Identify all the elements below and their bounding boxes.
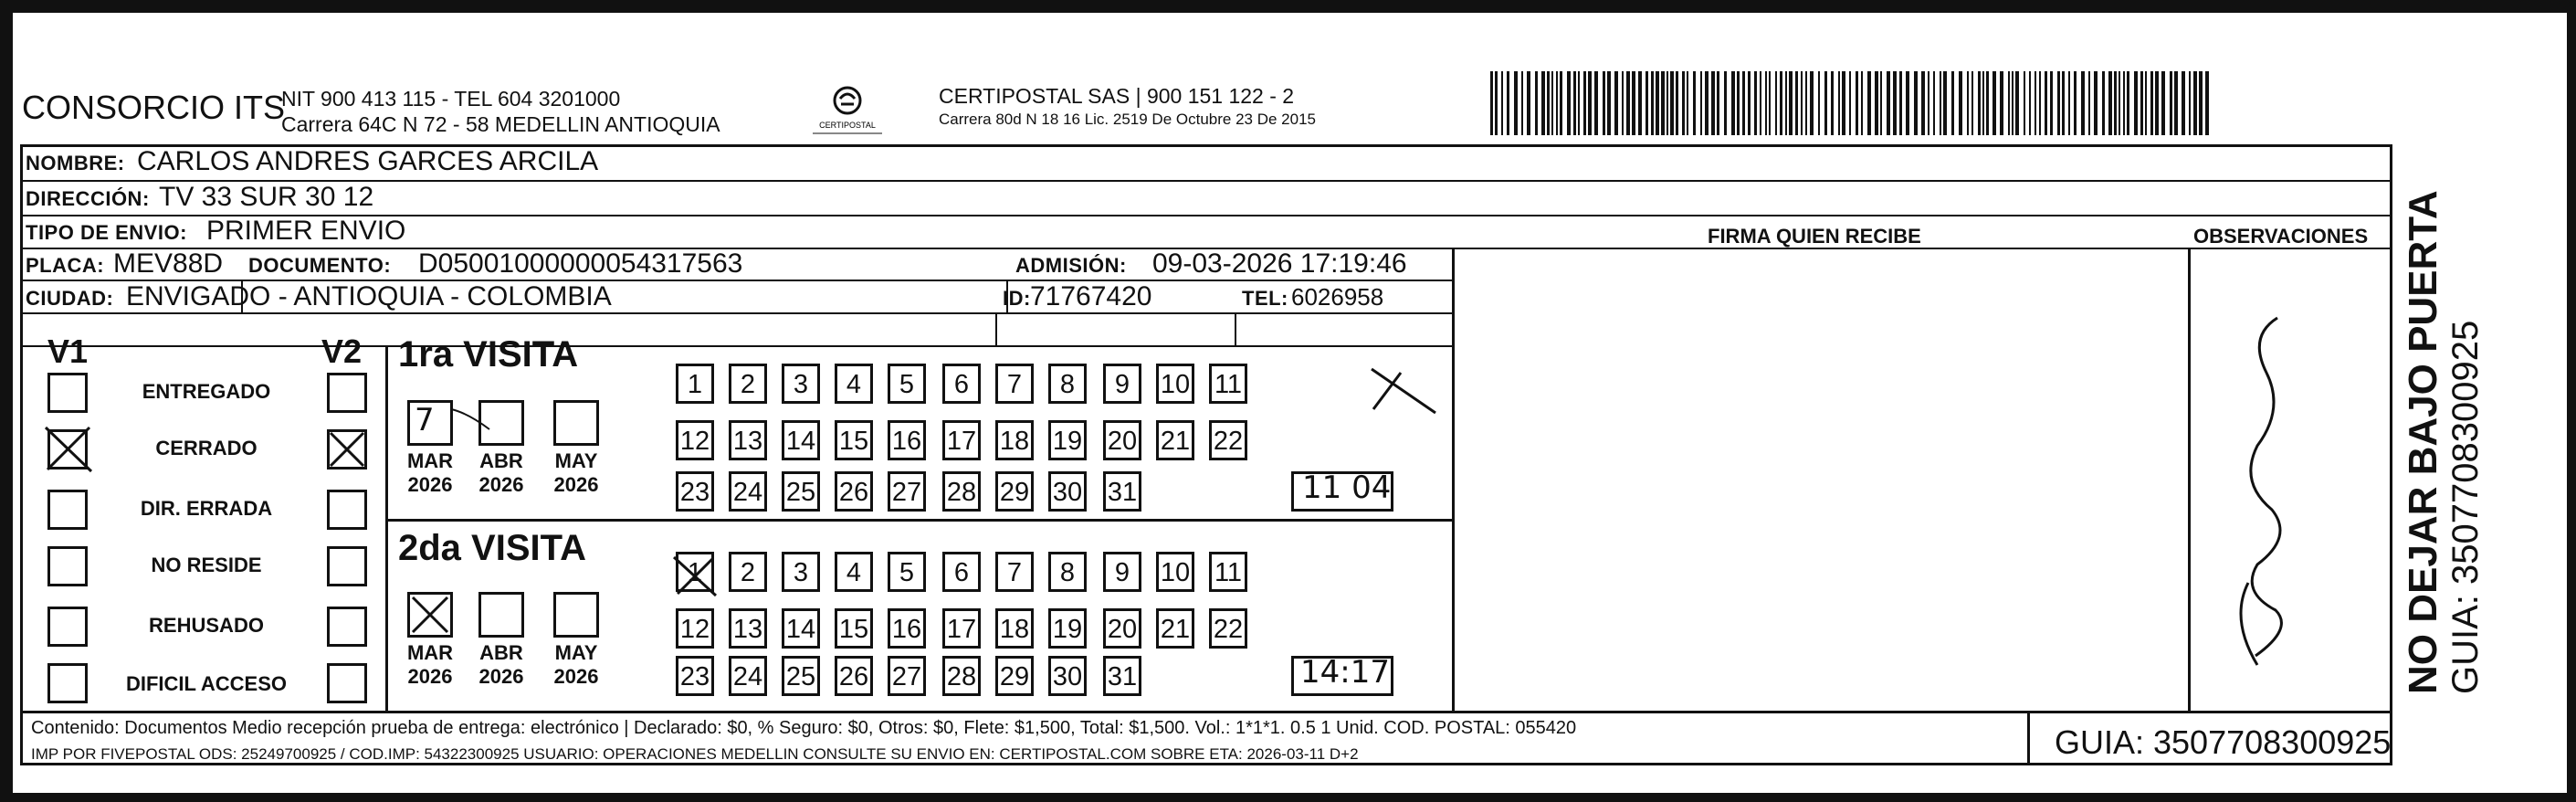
v1-day-4[interactable]: 4 xyxy=(835,364,873,404)
v2-day-3[interactable]: 3 xyxy=(782,552,820,592)
v2-day-1[interactable]: 1 xyxy=(676,552,714,592)
sender-name: CONSORCIO ITS xyxy=(22,89,286,126)
direccion-value: TV 33 SUR 30 12 xyxy=(159,182,374,212)
v1-header: V1 xyxy=(47,332,89,370)
v1-day-14[interactable]: 14 xyxy=(782,420,820,460)
v2-no-reside-checkbox[interactable] xyxy=(327,546,367,586)
v2-day-23[interactable]: 23 xyxy=(676,656,714,696)
v1-day-27[interactable]: 27 xyxy=(888,471,926,512)
v2-day-7[interactable]: 7 xyxy=(995,552,1034,592)
v2-day-14[interactable]: 14 xyxy=(782,608,820,649)
observaciones-signature xyxy=(2221,309,2321,692)
tel-value: 6026958 xyxy=(1291,283,1384,311)
v1-day-23[interactable]: 23 xyxy=(676,471,714,512)
v1-day-1[interactable]: 1 xyxy=(676,364,714,404)
v2-day-16[interactable]: 16 xyxy=(888,608,926,649)
v2-day-6[interactable]: 6 xyxy=(942,552,981,592)
v1-no-reside-checkbox[interactable] xyxy=(47,546,88,586)
v1-day-31[interactable]: 31 xyxy=(1103,471,1141,512)
id-label: ID: xyxy=(1003,287,1031,310)
v1-day-11[interactable]: 11 xyxy=(1209,364,1247,404)
v1-day-30[interactable]: 30 xyxy=(1048,471,1087,512)
v1-cerrado-x-mark xyxy=(42,424,97,475)
v1-day-24[interactable]: 24 xyxy=(729,471,767,512)
sender-address: Carrera 64C N 72 - 58 MEDELLIN ANTIOQUIA xyxy=(281,112,720,136)
v2-day-8[interactable]: 8 xyxy=(1048,552,1087,592)
v1-day11-strike xyxy=(1362,364,1445,418)
v2-day-19[interactable]: 19 xyxy=(1048,608,1087,649)
v2-day-9[interactable]: 9 xyxy=(1103,552,1141,592)
carrier-info xyxy=(939,84,1316,132)
v2-day-28[interactable]: 28 xyxy=(942,656,981,696)
firma-header: FIRMA QUIEN RECIBE xyxy=(1708,225,1921,248)
documento-value: D05001000000054317563 xyxy=(418,248,743,279)
status-dir-errada: DIR. ERRADA xyxy=(140,497,273,520)
logo-text: CERTIPOSTAL xyxy=(819,121,876,130)
v1-rehusado-checkbox[interactable] xyxy=(47,607,88,647)
v2-day-5[interactable]: 5 xyxy=(888,552,926,592)
footer-content: Contenido: Documentos Medio recepción prueba de entrega: electrónico | Declarado: $0, % Seguro: $0, Otros: $0, Flete: $1,500, Total: $1,500. Vol.: 1*1*1. 0.5 1 Unid. COD. POSTAL: 055420 xyxy=(31,718,1577,738)
scan-edge-bottom xyxy=(0,793,2576,802)
v1-month-handwritten-mark: 7 xyxy=(415,402,435,438)
v2-day-2[interactable]: 2 xyxy=(729,552,767,592)
v2-day-26[interactable]: 26 xyxy=(835,656,873,696)
v1-day-25[interactable]: 25 xyxy=(782,471,820,512)
v1-year-abr: 2026 xyxy=(478,473,524,496)
v1-day-9[interactable]: 9 xyxy=(1103,364,1141,404)
documento-label: DOCUMENTO: xyxy=(248,254,392,277)
v2-header: V2 xyxy=(321,332,363,370)
footer-imp: IMP POR FIVEPOSTAL ODS: 25249700925 / COD.IMP: 54322300925 USUARIO: OPERACIONES MEDELLIN CONSULTE SU ENVIO EN: CERTIPOSTAL.COM SOBRE ETA: 2026-03-11 D+2 xyxy=(31,745,1359,763)
second-visit-title: 2da VISITA xyxy=(398,528,586,568)
carrier-line1: CERTIPOSTAL SAS | 900 151 122 - 2 xyxy=(939,84,1295,108)
v2-year-mar: 2026 xyxy=(407,665,453,688)
v2-day-25[interactable]: 25 xyxy=(782,656,820,696)
carrier-line2: Carrera 80d N 18 16 Lic. 2519 De Octubre 23 De 2015 xyxy=(939,111,1316,128)
admision-label: ADMISIÓN: xyxy=(1015,254,1127,277)
v2-month-may-box[interactable] xyxy=(553,592,599,638)
v1-day-5[interactable]: 5 xyxy=(888,364,926,404)
v2-month-abr-box[interactable] xyxy=(478,592,524,638)
v1-dificil-acceso-checkbox[interactable] xyxy=(47,663,88,703)
admision-value: 09-03-2026 17:19:46 xyxy=(1152,248,1407,279)
v1-time-handwritten: 11 04 xyxy=(1302,470,1392,506)
v1-day-8[interactable]: 8 xyxy=(1048,364,1087,404)
v1-day-17[interactable]: 17 xyxy=(942,420,981,460)
v1-day-21[interactable]: 21 xyxy=(1156,420,1194,460)
v1-month-may: MAY xyxy=(554,449,598,472)
v2-day-21[interactable]: 21 xyxy=(1156,608,1194,649)
v2-day-20[interactable]: 20 xyxy=(1103,608,1141,649)
v1-day-15[interactable]: 15 xyxy=(835,420,873,460)
v2-month-may: MAY xyxy=(554,641,598,664)
v1-day-12[interactable]: 12 xyxy=(676,420,714,460)
v2-month-mar-x-mark xyxy=(407,592,453,638)
v2-rehusado-checkbox[interactable] xyxy=(327,607,367,647)
status-dificil-acceso: DIFICIL ACCESO xyxy=(125,672,287,695)
v2-day-18[interactable]: 18 xyxy=(995,608,1034,649)
tel-label: TEL: xyxy=(1242,287,1288,310)
v1-day-2[interactable]: 2 xyxy=(729,364,767,404)
v1-day-19[interactable]: 19 xyxy=(1048,420,1087,460)
v1-year-may: 2026 xyxy=(553,473,599,496)
v1-day-26[interactable]: 26 xyxy=(835,471,873,512)
v1-day-22[interactable]: 22 xyxy=(1209,420,1247,460)
v2-month-mar: MAR xyxy=(406,641,454,664)
v2-day-4[interactable]: 4 xyxy=(835,552,873,592)
footer-guia: GUIA: 3507708300925 xyxy=(2055,723,2392,761)
v1-day-10[interactable]: 10 xyxy=(1156,364,1194,404)
v1-day-16[interactable]: 16 xyxy=(888,420,926,460)
side-warning: NO DEJAR BAJO PUERTA xyxy=(2401,190,2445,694)
v2-dificil-acceso-checkbox[interactable] xyxy=(327,663,367,703)
v2-time-handwritten: 14:17 xyxy=(1300,654,1390,691)
v1-day-3[interactable]: 3 xyxy=(782,364,820,404)
v2-year-abr: 2026 xyxy=(478,665,524,688)
side-guia: GUIA: 3507708300925 xyxy=(2445,320,2486,694)
v1-day-6[interactable]: 6 xyxy=(942,364,981,404)
nombre-value: CARLOS ANDRES GARCES ARCILA xyxy=(137,146,599,176)
placa-label: PLACA: xyxy=(26,254,105,277)
v2-day-12[interactable]: 12 xyxy=(676,608,714,649)
scan-edge-right xyxy=(2567,0,2576,802)
ciudad-value: ENVIGADO - ANTIOQUIA - COLOMBIA xyxy=(126,281,612,311)
sender-nit: NIT 900 413 115 - TEL 604 3201000 xyxy=(281,87,621,111)
v2-day-30[interactable]: 30 xyxy=(1048,656,1087,696)
v2-month-abr: ABR xyxy=(479,641,523,664)
id-value: 71767420 xyxy=(1030,281,1152,311)
v2-day-29[interactable]: 29 xyxy=(995,656,1034,696)
observaciones-header: OBSERVACIONES xyxy=(2193,225,2369,248)
v1-month-may-box[interactable] xyxy=(553,400,599,446)
v1-day-18[interactable]: 18 xyxy=(995,420,1034,460)
placa-value: MEV88D xyxy=(113,248,224,279)
v1-day-28[interactable]: 28 xyxy=(942,471,981,512)
v2-day-15[interactable]: 15 xyxy=(835,608,873,649)
v1-month-stroke xyxy=(449,406,495,433)
scan-edge-left xyxy=(0,0,13,802)
v2-day-13[interactable]: 13 xyxy=(729,608,767,649)
delivery-form xyxy=(20,144,2394,784)
status-entregado: ENTREGADO xyxy=(142,380,271,403)
sender-info xyxy=(281,86,720,137)
v1-day-7[interactable]: 7 xyxy=(995,364,1034,404)
v2-day-11[interactable]: 11 xyxy=(1209,552,1247,592)
tipo-label: TIPO DE ENVIO: xyxy=(26,221,187,244)
v2-cerrado-x-mark xyxy=(327,429,367,470)
barcode xyxy=(1490,71,2213,137)
tipo-value: PRIMER ENVIO xyxy=(206,216,406,246)
v2-year-may: 2026 xyxy=(553,665,599,688)
v2-day-10[interactable]: 10 xyxy=(1156,552,1194,592)
status-rehusado: REHUSADO xyxy=(149,614,264,637)
certipostal-logo xyxy=(804,82,891,137)
v1-month-mar: MAR xyxy=(406,449,454,472)
v1-year-mar: 2026 xyxy=(407,473,453,496)
v2-day-27[interactable]: 27 xyxy=(888,656,926,696)
v2-day-24[interactable]: 24 xyxy=(729,656,767,696)
v1-dir-errada-checkbox[interactable] xyxy=(47,490,88,530)
v1-entregado-checkbox[interactable] xyxy=(47,373,88,413)
v2-entregado-checkbox[interactable] xyxy=(327,373,367,413)
status-no-reside: NO RESIDE xyxy=(151,554,262,576)
v2-day-22[interactable]: 22 xyxy=(1209,608,1247,649)
v2-dir-errada-checkbox[interactable] xyxy=(327,490,367,530)
v2-day-17[interactable]: 17 xyxy=(942,608,981,649)
v1-day-29[interactable]: 29 xyxy=(995,471,1034,512)
side-vertical-text xyxy=(2402,190,2486,694)
v2-day-31[interactable]: 31 xyxy=(1103,656,1141,696)
status-cerrado: CERRADO xyxy=(155,437,258,459)
first-visit-title: 1ra VISITA xyxy=(398,334,579,375)
scan-edge-top xyxy=(0,0,2576,13)
nombre-label: NOMBRE: xyxy=(26,152,125,174)
ciudad-label: CIUDAD: xyxy=(26,287,114,310)
v1-day-20[interactable]: 20 xyxy=(1103,420,1141,460)
v1-day-13[interactable]: 13 xyxy=(729,420,767,460)
direccion-label: DIRECCIÓN: xyxy=(26,187,150,210)
v1-month-abr: ABR xyxy=(479,449,523,472)
v2-day12-strike xyxy=(668,552,723,603)
